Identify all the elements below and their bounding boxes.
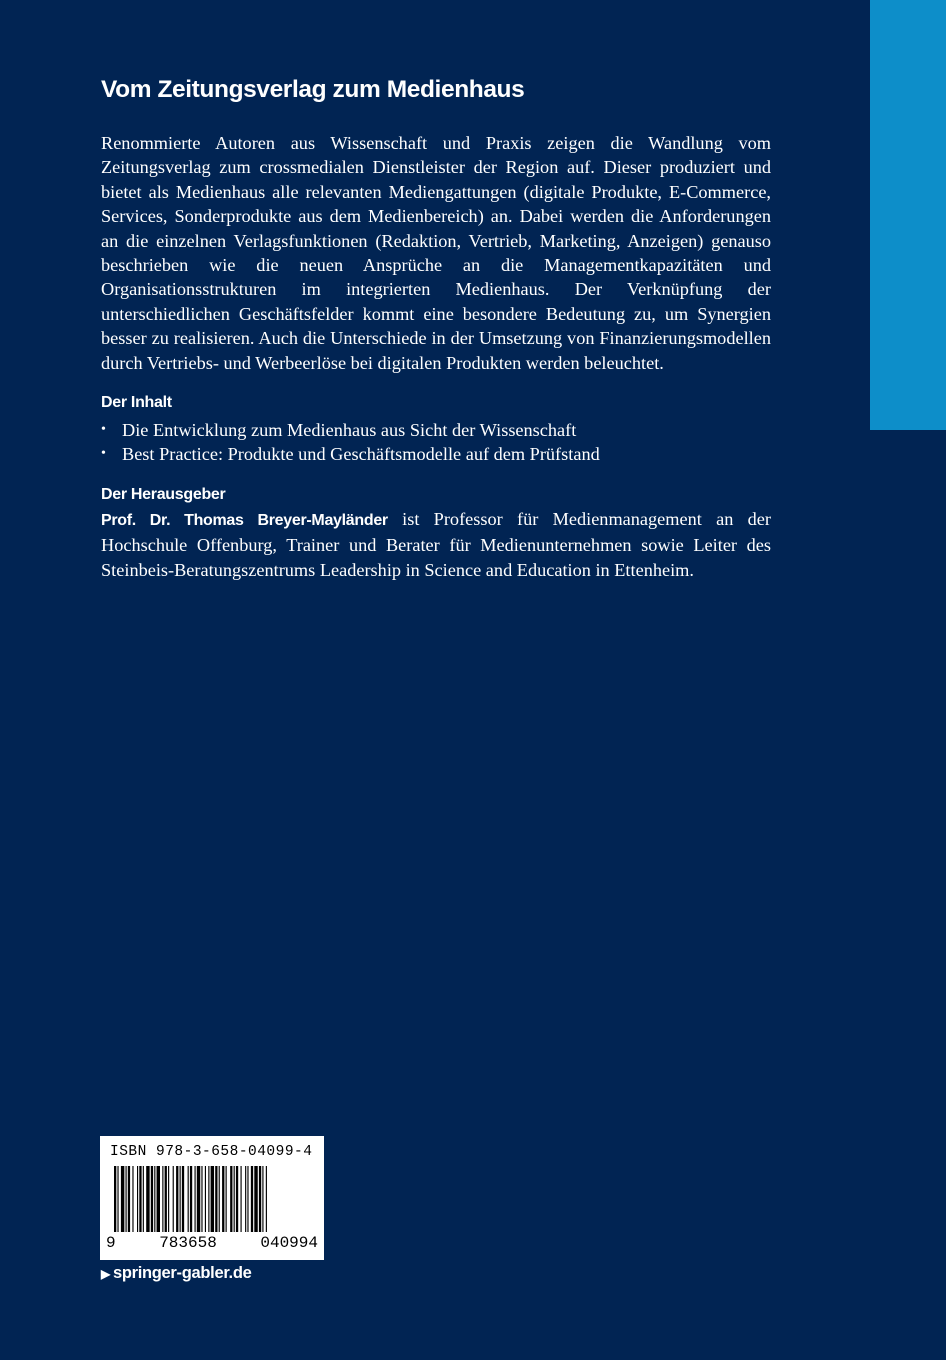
barcode-bar xyxy=(190,1166,192,1232)
isbn-label: ISBN 978-3-658-04099-4 xyxy=(110,1144,313,1160)
barcode-bar xyxy=(208,1166,209,1232)
barcode-bar xyxy=(215,1166,217,1232)
barcode-bar xyxy=(262,1166,263,1232)
barcode-bar xyxy=(219,1166,220,1232)
contents-list xyxy=(101,418,771,467)
barcode-bar xyxy=(205,1166,206,1232)
barcode-bar xyxy=(230,1166,232,1232)
barcode-bar xyxy=(245,1166,246,1232)
barcode-bar xyxy=(226,1166,227,1232)
contents-heading: Der Inhalt xyxy=(101,394,172,412)
barcode-bar xyxy=(266,1166,267,1232)
barcode-bar xyxy=(254,1166,257,1232)
contents-item xyxy=(101,418,771,442)
bullet-icon: • xyxy=(101,446,106,462)
back-cover-content xyxy=(101,70,771,582)
book-blurb: Renommierte Autoren aus Wissenschaft und Praxis zeigen die Wandlung vom Zeitungsverlag zum crossmedialen Dienstleister der Region auf. Dieser produziert und bietet als Medienhaus alle relevanten Mediengattungen (digitale Produkte, E-Commerce, Services, Sonderprodukte aus dem Medienbereich) an. Dabei werden die Anforderungen an die einzelnen Verlagsfunktionen (Redaktion, Vertrieb, Marketing, Anzeigen) genauso beschrieben wie die neuen Ansprüche an die Managementkapazitäten und Organisationsstrukturen im integrierten Medienhaus. Der Verknüpfung der unterschiedlichen Geschäftsfelder kommt eine besondere Bedeutung zu, um Synergien besser zu realisieren. Auch die Unterschiede in der Umsetzung von Finanzierungsmodellen durch Vertriebs- und Werbeerlöse bei digitalen Produkten werden beleuchtet. xyxy=(101,133,771,373)
barcode-bar xyxy=(114,1166,116,1232)
barcode-bar xyxy=(146,1166,149,1232)
barcode-bar xyxy=(195,1166,196,1232)
barcode-bar xyxy=(176,1166,178,1232)
barcode-bar xyxy=(251,1166,253,1232)
barcode-bar xyxy=(128,1166,130,1232)
accent-bar xyxy=(870,0,946,430)
barcode-digit-group: 9 xyxy=(106,1234,116,1252)
barcode-digits xyxy=(106,1234,318,1252)
contents-item xyxy=(101,442,771,466)
barcode-bar xyxy=(201,1166,202,1232)
barcode-bar xyxy=(132,1166,133,1232)
barcode-bar xyxy=(236,1166,238,1232)
barcode-bar xyxy=(151,1166,153,1232)
barcode-bar xyxy=(173,1166,174,1232)
barcode-bar xyxy=(117,1166,118,1232)
barcode-bar xyxy=(165,1166,167,1232)
editor-bio-text: ist Professor für Medienmanagement an der Hochschule Offenburg, Trainer und Berater für Medienunternehmen sowie Leiter des Steinbeis-Beratungszentrums Leadership in Science and Education in Ettenheim. xyxy=(101,508,771,580)
barcode-bar xyxy=(121,1166,124,1232)
barcode-bar xyxy=(222,1166,224,1232)
editor-name: Prof. Dr. Thomas Breyer-Mayländer xyxy=(101,511,388,529)
barcode-digit-group: 040994 xyxy=(260,1234,318,1252)
barcode-bar xyxy=(168,1166,169,1232)
barcode-bar xyxy=(162,1166,163,1232)
barcode-bar xyxy=(197,1166,200,1232)
barcode-bar xyxy=(182,1166,184,1232)
editor-bio xyxy=(101,507,771,582)
barcode-bar xyxy=(211,1166,214,1232)
arrow-right-icon: ▶ xyxy=(101,1267,110,1281)
contents-item-text: Die Entwicklung zum Medienhaus aus Sicht der Wissenschaft xyxy=(122,420,577,441)
barcode-bar xyxy=(154,1166,155,1232)
contents-item-text: Best Practice: Produkte und Geschäftsmodelle auf dem Prüfstand xyxy=(122,444,600,465)
isbn-barcode xyxy=(100,1136,324,1260)
barcode-bar xyxy=(259,1166,261,1232)
barcode-bar xyxy=(157,1166,160,1232)
barcode-bar xyxy=(180,1166,181,1232)
publisher-link[interactable] xyxy=(101,1264,252,1283)
barcode-bar xyxy=(188,1166,189,1232)
book-title: Vom Zeitungsverlag zum Medienhaus xyxy=(101,76,525,103)
barcode-bars xyxy=(106,1166,318,1236)
barcode-bar xyxy=(241,1166,242,1232)
barcode-bar xyxy=(126,1166,127,1232)
barcode-digit-group: 783658 xyxy=(159,1234,217,1252)
barcode-bar xyxy=(143,1166,144,1232)
editor-heading: Der Herausgeber xyxy=(101,485,226,503)
barcode-bar xyxy=(137,1166,138,1232)
bullet-icon: • xyxy=(101,422,106,438)
barcode-bar xyxy=(247,1166,248,1232)
barcode-bar xyxy=(234,1166,235,1232)
barcode-bar xyxy=(139,1166,141,1232)
publisher-url: springer-gabler.de xyxy=(112,1264,252,1282)
